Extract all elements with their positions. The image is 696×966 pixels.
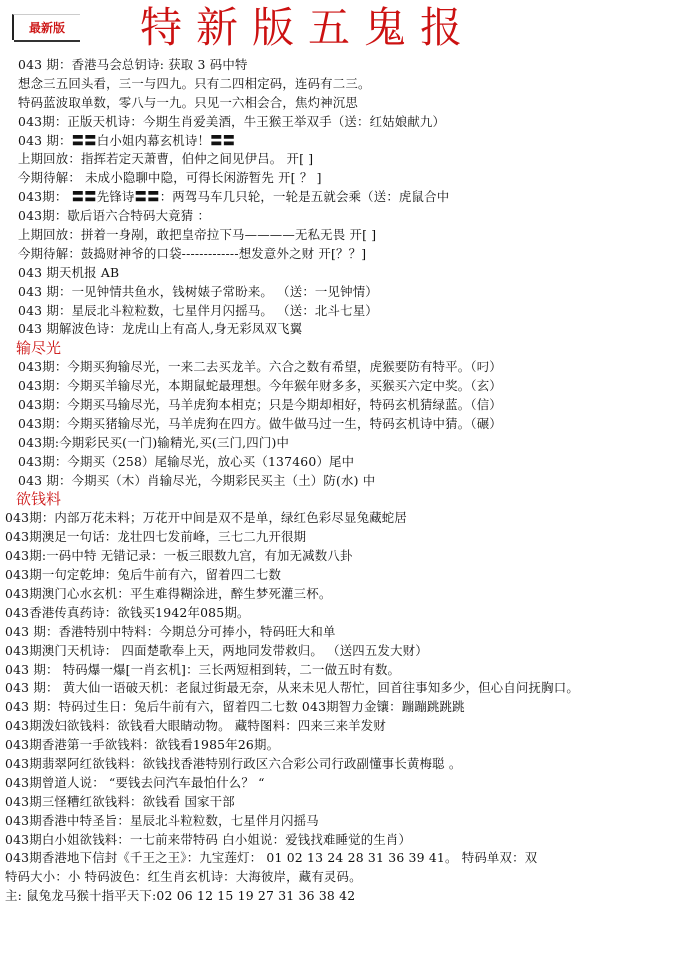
text-line: 043 期：香港马会总钥诗: 获取 3 码中特 bbox=[18, 57, 248, 72]
text-line: 043期： 〓〓先锋诗〓〓：两驾马车几只轮，一轮是五就会乘（送：虎鼠合中 bbox=[18, 189, 450, 205]
text-line: 043期泼妇欲钱料：欲钱看大眼睛动物。 藏特图料：四来三来羊发财 bbox=[5, 718, 386, 734]
text-line: 上期回放：指挥若定天萧曹，伯仲之间见伊吕。 开[ ] bbox=[18, 151, 314, 167]
text-line: 043 期：一见钟情共鱼水，钱树婊子常盼来。 （送：一见钟情） bbox=[18, 283, 378, 299]
text-line: 043 期：星辰北斗粒粒数，七星伴月闪摇马。 （送：北斗七星） bbox=[18, 302, 378, 318]
text-line: 043期香港中特圣旨：星辰北斗粒粒数，七星伴月闪摇马 bbox=[5, 812, 319, 828]
text-line: 043期白小姐欲钱料：一七前来带特码 白小姐说：爱钱找难睡觉的生肖） bbox=[5, 831, 412, 847]
text-line: 043期：歇后语六合特码大竟猜 ： bbox=[18, 208, 211, 224]
text-line: 043期澳门天机诗： 四面楚歌奉上天，两地同发带救归。 （送四五发大财） bbox=[5, 642, 428, 658]
text-line: 043期:一码中特 无错记录：一板三眼数九宫，有加无减数八卦 bbox=[5, 548, 353, 564]
text-line: 043期：今期买（258）尾输尽光，放心买（137460）尾中 bbox=[18, 453, 355, 469]
text-line: 主: 鼠兔龙马猴十指平天下:02 06 12 15 19 27 31 36 38 42 bbox=[5, 888, 356, 904]
text-line: 043 期：今期买（木）肖输尽光，今期彩民买主（土）防(水) 中 bbox=[18, 472, 376, 488]
section-main-poems bbox=[0, 56, 696, 339]
text-line: 特码大小：小 特码波色：红生肖玄机诗：大海彼岸，藏有灵码。 bbox=[5, 869, 362, 885]
text-line: 043 期解波色诗：龙虎山上有高人,身无彩凤双飞翼 bbox=[18, 321, 303, 337]
text-line: 043 期天机报 AB bbox=[18, 264, 120, 280]
text-line: 043 期： 黄大仙一语破天机：老鼠过街最无奈，从来未见人帮忙，回首往事知多少，但心自问抚胸口。 bbox=[5, 680, 579, 696]
text-line: 043 期： 特码爆一爆[一肖玄机]：三长两短相到转，二一做五时有数。 bbox=[5, 661, 401, 677]
text-line: 043期香港第一手欲钱料：欲钱看1985年26期。 bbox=[5, 737, 280, 753]
text-line: 043期：今期买马输尽光，马羊虎狗本相克；只是今期却相好，特码玄机猜绿蓝。（信） bbox=[18, 397, 502, 413]
text-line: 043期三怪糟红欲钱料：欲钱看 国家干部 bbox=[5, 793, 235, 809]
text-line: 043期一句定乾坤：兔后牛前有六，留着四二七数 bbox=[5, 567, 282, 583]
text-line: 043期：内部万花未料；万花开中间是双不是单，绿红色彩尽显兔藏蛇居 bbox=[5, 510, 407, 526]
text-line: 043期：今期买猪输尽光，马羊虎狗在四方。做牛做马过一生，特码玄机诗中猜。（碾） bbox=[18, 415, 502, 431]
text-line: 今期待解： 未成小隐聊中隐，可得长闲游暂先 开[ ？ ] bbox=[18, 170, 322, 186]
text-line: 043香港传真药诗：欲钱买1942年085期。 bbox=[5, 604, 250, 620]
text-line: 043期翡翠阿红欲钱料：欲钱找香港特别行政区六合彩公司行政副懂事长黄梅聪 。 bbox=[5, 755, 462, 771]
text-line: 043 期：特码过生日：兔后牛前有六，留着四二七数 043期智力金镶：蹦蹦跳跳跳 bbox=[5, 699, 465, 715]
text-line: 043期曾道人说： “要钱去问汽车最怕什么？ “ bbox=[5, 774, 265, 790]
page-title: 特新版五鬼报 bbox=[140, 3, 477, 52]
text-line: 043期:今期彩民买(一门)输精光,买(三门,四门)中 bbox=[18, 434, 290, 450]
section-lose-all bbox=[0, 358, 696, 490]
section-title-money-clues: 欲钱料 bbox=[16, 490, 62, 509]
badge-underline bbox=[14, 40, 80, 42]
text-line: 043期澳足一句话：龙壮四七发前峰，三七二九开很期 bbox=[5, 529, 307, 545]
text-line: 043期：今期买狗输尽光，一来二去买龙羊。六合之数有希望，虎猴要防有特平。（叼） bbox=[18, 359, 502, 375]
text-line: 043期澳门心水玄机：平生难得糊涂进，醉生梦死灌三杯。 bbox=[5, 585, 332, 601]
text-line: 043期香港地下信封《千王之王》：九宝莲灯： 01 02 13 24 28 31 36 39 41。 特码单双：双 bbox=[5, 850, 538, 866]
text-line: 043期：正版天机诗：今期生肖爱美酒，牛王猴王举双手（送：红姑娘献九） bbox=[18, 113, 446, 129]
bulletin-content bbox=[0, 56, 696, 906]
text-line: 043 期：〓〓白小姐内幕玄机诗！〓〓 bbox=[18, 132, 236, 148]
text-line: 上期回放：拼着一身剐，敢把皇帝拉下马————无私无畏 开[ ] bbox=[18, 227, 377, 243]
text-line: 今期待解：鼓捣财神爷的口袋-------------想发意外之财 开[？？] bbox=[18, 245, 367, 261]
text-line: 043期：今期买羊输尽光，本期鼠蛇最理想。今年猴年财多多，买猴买六定中奖。（玄） bbox=[18, 378, 502, 394]
section-title-lose-all: 输尽光 bbox=[16, 339, 62, 358]
section-money-clues bbox=[0, 509, 696, 906]
latest-edition-badge: 最新版 bbox=[12, 14, 80, 40]
text-line: 想念三五回头看，三一与四九。只有二四相定码，连码有二三。 bbox=[18, 75, 371, 91]
text-line: 特码蓝波取单数，零八与一九。只见一六相会合，焦灼神沉思 bbox=[18, 94, 358, 110]
text-line: 043 期：香港特别中特料：今期总分可捧小，特码旺大和单 bbox=[5, 623, 336, 639]
